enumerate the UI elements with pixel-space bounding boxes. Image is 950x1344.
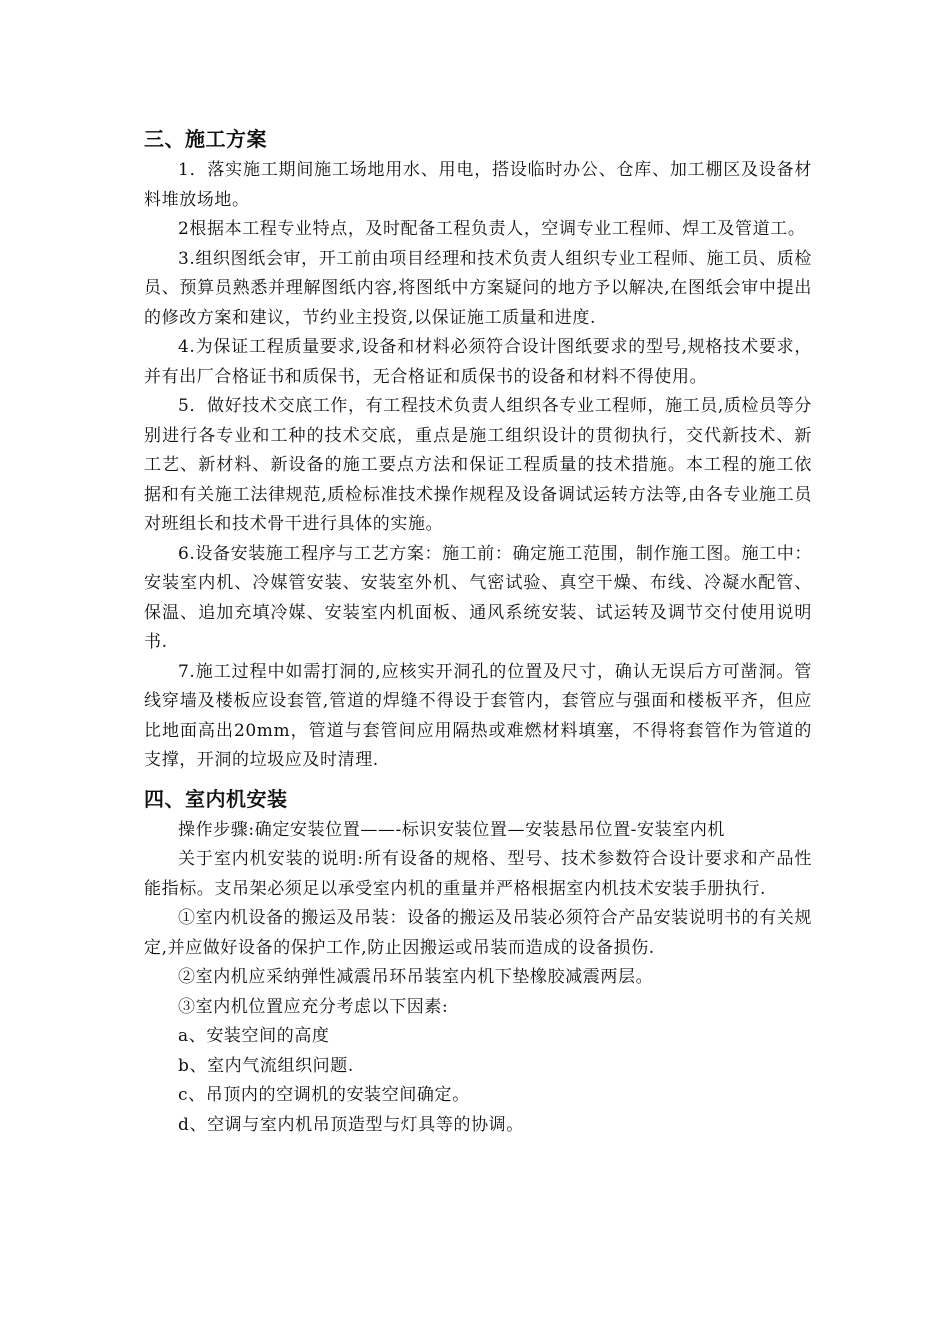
section-4-heading: 四、室内机安装 [144,786,288,811]
section-4-paragraph-4: ②室内机应采纳弹性减震吊环吊装室内机下垫橡胶减震两层。 [178,967,654,987]
section-3-paragraph-5: 5．做好技术交底工作，有工程技术负责人组织各专业工程师，施工员,质检员等分别进行各专业和工种的技术交底，重点是施工组织设计的贯彻执行，交代新技术、新工艺、新材料、新设备的施工要点方法和保证工程质量的技术措施。本工程的施工依据和有关施工法律规范,质检标准技术操作规程及设备调试运转方法等,由各专业施工员对班组长和技术骨干进行具体的实施。 [144,396,812,534]
section-3-paragraph-6: 6.设备安装施工程序与工艺方案：施工前：确定施工范围，制作施工图。施工中：安装室内机、冷媒管安装、安装室外机、气密试验、真空干燥、布线、冷凝水配管、保温、追加充填冷媒、安装室内机面板、通风系统安装、试运转及调节交付使用说明书. [144,543,812,652]
section-3-paragraph-1: 1．落实施工期间施工场地用水、用电，搭设临时办公、仓库、加工棚区及设备材料堆放场地。 [144,160,812,210]
section-3-paragraph-3: 3.组织图纸会审，开工前由项目经理和技术负责人组织专业工程师、施工员、质检员、预算员熟悉并理解图纸内容,将图纸中方案疑问的地方予以解决,在图纸会审中提出的修改方案和建议，节约业主投资,以保证施工质量和进度. [144,248,812,328]
section-3-heading: 三、施工方案 [144,127,267,151]
list-item-c: c、吊顶内的空调机的安装空间确定。 [178,1085,470,1105]
section-4-paragraph-1: 操作步骤:确定安装位置——-标识安装位置—安装悬吊位置-安装室内机 [178,819,726,840]
list-item-b: b、室内气流组织问题. [178,1055,354,1076]
section-4-paragraph-2: 关于室内机安装的说明:所有设备的规格、型号、技术参数符合设计要求和产品性能指标。支吊架必须足以承受室内机的重量并严格根据室内机技术安装手册执行. [144,849,812,899]
list-item-d: d、空调与室内机吊顶造型与灯具等的协调。 [178,1114,524,1135]
section-4-paragraph-3: ①室内机设备的搬运及吊装：设备的搬运及吊装必须符合产品安装说明书的有关规定,并应做好设备的保护工作,防止因搬运或吊装而造成的设备损伤. [144,908,812,958]
section-3-paragraph-7: 7.施工过程中如需打洞的,应核实开洞孔的位置及尺寸，确认无误后方可凿洞。管线穿墙及楼板应设套管,管道的焊缝不得设于套管内，套管应与强面和楼板平齐，但应比地面高出20mm，管道与套管间应用隔热或难燃材料填塞，不得将套管作为管道的支撑，开洞的垃圾应及时清理. [144,661,812,770]
section-3-paragraph-2: 2根据本工程专业特点，及时配备工程负责人，空调专业工程师、焊工及管道工。 [178,219,806,239]
section-3-paragraph-4: 4.为保证工程质量要求,设备和材料必须符合设计图纸要求的型号,规格技术要求，并有出厂合格证书和质保书，无合格证和质保书的设备和材料不得使用。 [144,337,812,387]
section-4-paragraph-5: ③室内机位置应充分考虑以下因素: [178,996,449,1017]
list-item-a: a、安装空间的高度 [178,1026,330,1046]
document-page [144,122,812,1140]
